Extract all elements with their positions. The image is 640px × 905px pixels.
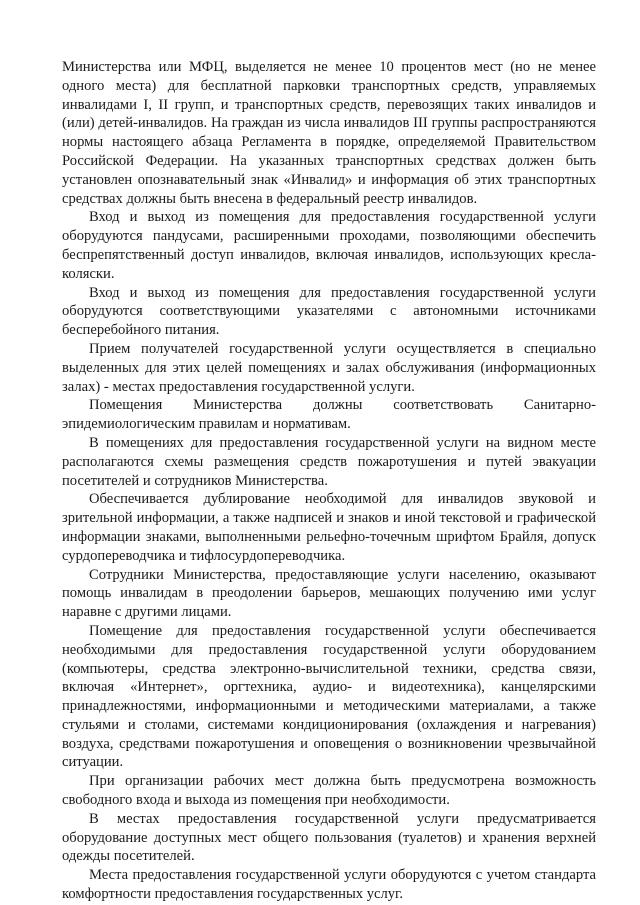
paragraph-sanitary: Помещения Министерства должны соответствовать Санитарно-эпидемиологическим правилам и нормативам. bbox=[62, 397, 596, 433]
paragraph-braille: Обеспечивается дублирование необходимой для инвалидов звуковой и зрительной информации, а также надписей и знаков и иной текстовой и графической информации знаками, выполненными рельефно-точечным шрифтом Брайля, допуск сурдопереводчика и тифлосурдопереводчика. bbox=[62, 491, 596, 564]
paragraph-reception: Прием получателей государственной услуги осуществляется в специально выделенных для этих целей помещениях и залах обслуживания (информационных залах) - местах предоставления государственной услуги. bbox=[62, 340, 596, 395]
document-page bbox=[62, 58, 596, 904]
paragraph-evacuation: В помещениях для предоставления государственной услуги на видном месте располагаются схемы размещения средств пожаротушения и путей эвакуации посетителей и сотрудников Министерства. bbox=[62, 434, 596, 489]
paragraph-ramps: Вход и выход из помещения для предоставления государственной услуги оборудуются пандусами, расширенными проходами, позволяющими обеспечить беспрепятственный доступ инвалидов, включая инвалидов, использующих кресла-коляски. bbox=[62, 209, 596, 282]
paragraph-signage: Вход и выход из помещения для предоставления государственной услуги оборудуются соответствующими указателями с автономными источниками бесперебойного питания. bbox=[62, 284, 596, 339]
paragraph-staff-assistance: Сотрудники Министерства, предоставляющие услуги населению, оказывают помощь инвалидам в преодолении барьеров, мешающих получению ими услуг наравне с другими лицами. bbox=[62, 566, 596, 621]
paragraph-equipment: Помещение для предоставления государственной услуги обеспечивается необходимыми для предоставления государственной услуги оборудованием (компьютеры, средства электронно-вычислительной техники, средства связи, включая «Интернет», оргтехника, аудио- и видеотехника), канцелярскими принадлежностями, информационными и методическими материалами, а также стульями и столами, системами кондиционирования (охлаждения и нагревания) воздуха, средствами пожаротушения и оповещения о возникновении чрезвычайной ситуации. bbox=[62, 622, 596, 771]
paragraph-workplaces: При организации рабочих мест должна быть предусмотрена возможность свободного входа и выхода из помещения при необходимости. bbox=[62, 773, 596, 809]
paragraph-parking: Министерства или МФЦ, выделяется не менее 10 процентов мест (но не менее одного места) для бесплатной парковки транспортных средств, управляемых инвалидами I, II групп, и транспортных средств, перевозящих таких инвалидов и (или) детей-инвалидов. На граждан из числа инвалидов III группы распространяются нормы настоящего абзаца Регламента в порядке, определяемой Правительством Российской Федерации. На указанных транспортных средствах должен быть установлен опознавательный знак «Инвалид» и информация об этих транспортных средствах должны быть внесена в федеральный реестр инвалидов. bbox=[62, 59, 596, 207]
paragraph-facilities: В местах предоставления государственной услуги предусматривается оборудование доступных мест общего пользования (туалетов) и хранения верхней одежды посетителей. bbox=[62, 810, 596, 865]
paragraph-comfort-standard: Места предоставления государственной услуги оборудуются с учетом стандарта комфортности предоставления государственных услуг. bbox=[62, 867, 596, 903]
